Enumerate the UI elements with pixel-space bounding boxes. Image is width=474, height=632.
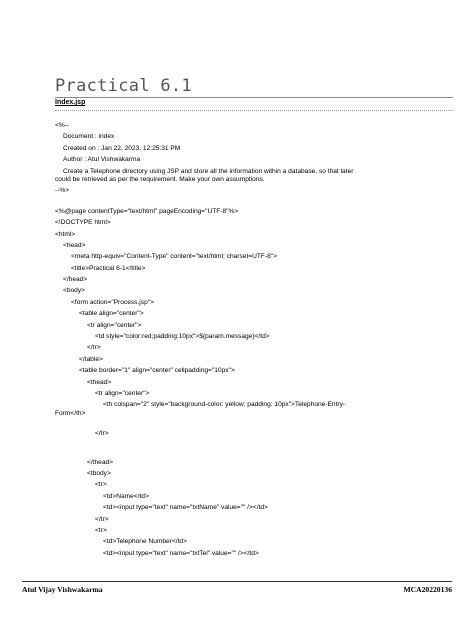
code-line: </table> — [79, 355, 103, 363]
code-listing — [55, 122, 455, 558]
code-line: <th colspan="2" style="background-color: yellow; padding: 10px">Telephone-Entry- — [103, 401, 346, 409]
code-line: could be retrieved as per the requirement. Make your own assumptions. — [55, 175, 265, 183]
code-line: </tr> — [95, 430, 109, 438]
code-line: <td style="color:red;padding:10px">${param.message}</td> — [95, 333, 270, 341]
code-line: Document : index — [63, 133, 115, 141]
code-line: Author : Atul Vishwakarma — [63, 156, 141, 164]
code-line: </thead> — [87, 458, 114, 466]
code-line: </head> — [63, 276, 88, 284]
code-line: <title>Practical 6-1</title> — [71, 264, 146, 272]
footer-roll-number: MCA20220136 — [403, 585, 452, 594]
code-line: Create a Telephone directory using JSP and store all the information within a database, so that later — [63, 167, 354, 175]
code-line: </tr> — [87, 344, 101, 352]
footer-divider — [22, 581, 452, 582]
code-line: <%@page contentType="text/html" pageEncoding="UTF-8"%> — [55, 207, 239, 215]
code-line: <tr> — [95, 526, 107, 534]
code-line: <tr align="center"> — [87, 321, 142, 329]
code-line: <html> — [55, 230, 76, 238]
code-line: Created on : Jan 22, 2023, 12:25:31 PM — [63, 144, 181, 152]
title-divider — [55, 97, 453, 98]
code-line: <meta http-equiv="Content-Type" content="text/html; charset=UTF-8"> — [71, 253, 277, 261]
code-line: <head> — [63, 241, 86, 249]
code-line: <td><input type="text" name="txtName" value="" /></td> — [103, 504, 268, 512]
footer-author: Atul Vijay Vishwakarma — [22, 585, 103, 594]
code-line: <table border="1" align="center" cellpadding="10px"> — [79, 367, 235, 375]
code-line: <td>Telephone Number</td> — [103, 538, 187, 546]
code-line: <tbody> — [87, 469, 111, 477]
file-name-heading: Index.jsp — [55, 99, 86, 106]
code-line: <tr> — [95, 481, 107, 489]
code-line: <body> — [63, 287, 85, 295]
code-line: <table align="center"> — [79, 310, 144, 318]
code-line: <!DOCTYPE html> — [55, 219, 111, 227]
code-line: </tr> — [95, 515, 109, 523]
code-line: --%> — [55, 187, 70, 195]
code-line: <form action="Process.jsp"> — [71, 298, 154, 306]
code-line: <%-- — [55, 122, 70, 129]
code-line: <td><input type="text" name="txtTel" value="" /></td> — [103, 549, 259, 557]
code-line: <td>Name</td> — [103, 492, 149, 500]
code-line: <tr align="center"> — [95, 389, 150, 397]
code-line: Form</th> — [55, 409, 86, 417]
page-title: Practical 6.1 — [55, 76, 192, 96]
code-line: <thead> — [87, 378, 112, 386]
subheading-divider — [55, 110, 453, 111]
